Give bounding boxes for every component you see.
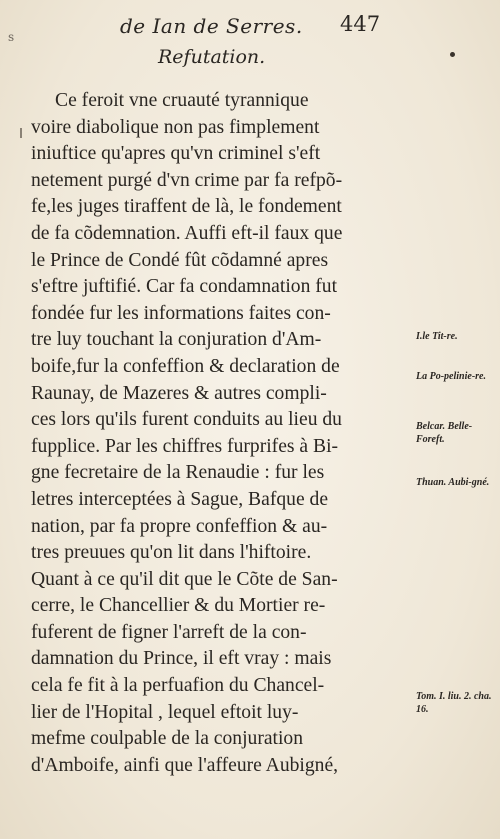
running-head: de Ian de Serres. <box>120 14 303 38</box>
text-line: nation, par fa propre confeffion & au- <box>31 515 328 537</box>
margin-note: I.le Tit-re. <box>416 331 458 342</box>
corner-mark: s <box>8 30 15 44</box>
text-line: fuferent de figner l'arreft de la con- <box>31 621 307 643</box>
text-line: cerre, le Chancellier & du Mortier re- <box>31 595 326 617</box>
text-line: de fa cõdemnation. Auffi eft-il faux que <box>31 222 343 244</box>
text-line: mefme coulpable de la conjuration <box>31 728 304 750</box>
margin-tick <box>20 128 22 138</box>
ink-dot <box>450 52 455 57</box>
text-line: tres preuues qu'on lit dans l'hiftoire. <box>31 542 312 564</box>
text-line: Raunay, de Mazeres & autres compli- <box>31 382 327 404</box>
text-line: damnation du Prince, il eft vray : mais <box>31 648 332 670</box>
text-line: Quant à ce qu'il dit que le Cõte de San- <box>31 568 338 590</box>
text-line: iniuftice qu'apres qu'vn criminel s'eft <box>31 143 321 165</box>
text-line: ces lors qu'ils furent conduits au lieu du <box>31 409 342 431</box>
margin-note: Thuan. Aubi-gné. <box>416 477 490 488</box>
text-line: lier de l'Hopital , lequel eftoit luy- <box>31 701 299 723</box>
text-line: gne fecretaire de la Renaudie : fur les <box>31 462 325 484</box>
page-number: 447 <box>340 12 381 36</box>
margin-note: Belcar. Belle-Foreft. <box>416 421 473 445</box>
text-line: fe,les juges tiraffent de là, le fondement <box>31 196 342 218</box>
text-line: le Prince de Condé fût cõdamné apres <box>31 249 329 271</box>
text-line: fondée fur les informations faites con- <box>31 302 331 324</box>
text-line: tre luy touchant la conjuration d'Am- <box>31 329 322 351</box>
text-line: netement purgé d'vn crime par fa refpõ- <box>31 169 343 191</box>
text-line: fupplice. Par les chiffres furprifes à Bi- <box>31 435 339 457</box>
text-line: Ce feroit vne cruauté tyrannique <box>55 90 309 111</box>
margin-note: Tom. I. liu. 2. cha. 16. <box>416 691 492 715</box>
body-text <box>31 88 411 779</box>
text-line: letres interceptées à Sague, Bafque de <box>31 488 329 510</box>
text-line: cela fe fit à la perfuafion du Chancel- <box>31 675 325 697</box>
text-line: boife,fur la confeffion & declaration de <box>31 355 340 377</box>
text-line: d'Amboife, ainfi que l'affeure Aubigné, <box>31 754 339 776</box>
margin-note: La Po-pelinie-re. <box>416 371 486 382</box>
text-line: s'eftre juftifié. Car fa condamnation fut <box>31 276 338 298</box>
text-line: voire diabolique non pas fimplement <box>31 116 320 138</box>
section-title: Refutation. <box>158 46 266 68</box>
